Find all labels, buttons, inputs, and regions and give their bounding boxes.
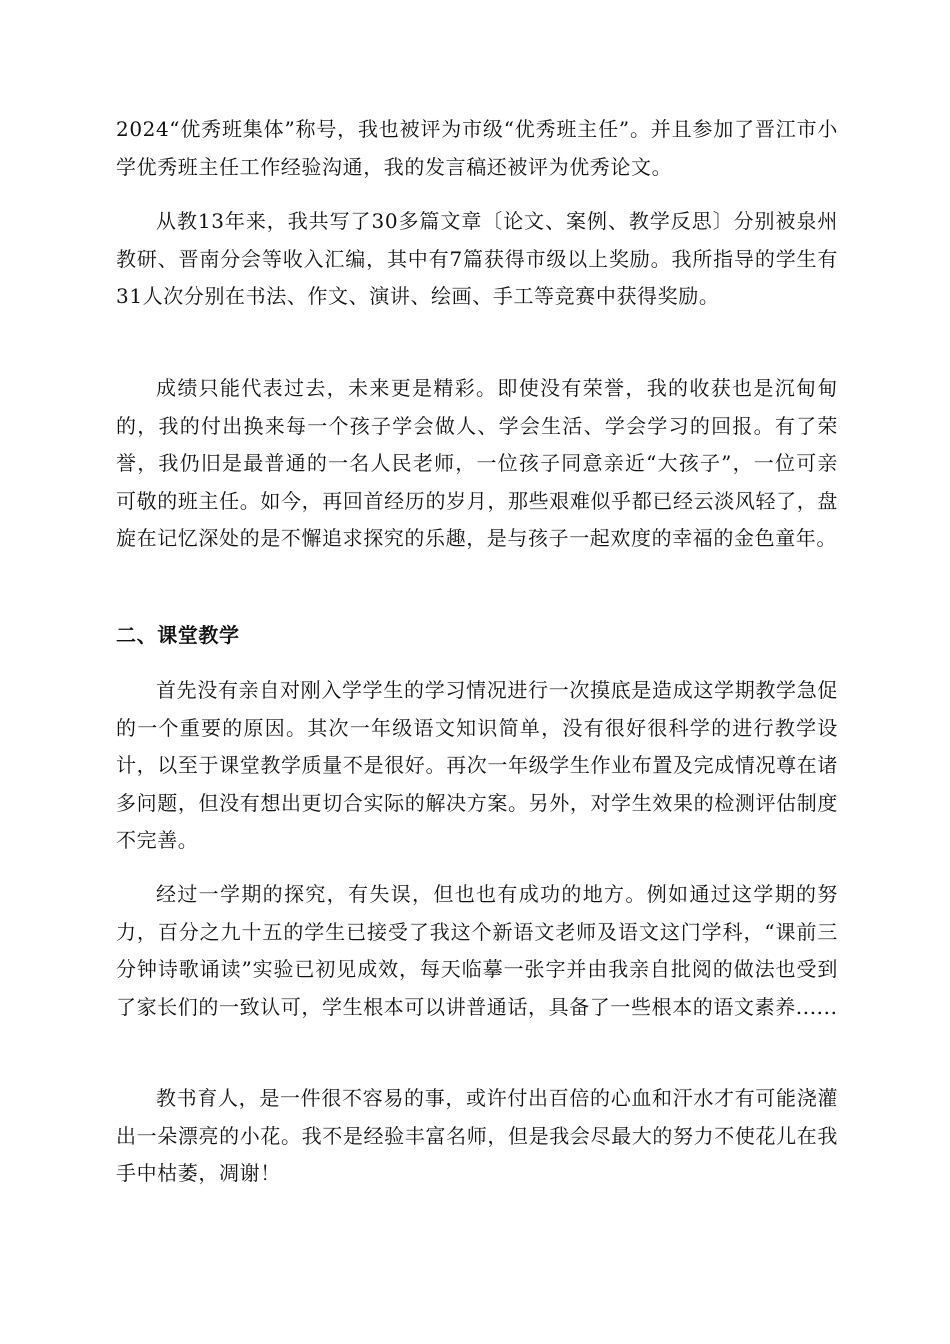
paragraph-closing: 教书育人，是一件很不容易的事，或许付出百倍的心血和汗水才有可能浇灌出一朵漂亮的小花。我不是经验丰富名师，但是我会尽最大的努力不使花儿在我手中枯萎，凋谢！ bbox=[116, 1086, 838, 1185]
paragraph-publications: 从教13年来，我共写了30多篇文章〔论文、案例、教学反思〕分别被泉州教研、晋南分会等收入汇编，其中有7篇获得市级以上奖励。我所指导的学生有31人次分别在书法、作文、演讲、绘画、手工等竞赛中获得奖励。 bbox=[116, 209, 838, 308]
paragraph-honors-continued: 2024“优秀班集体”称号，我也被评为市级“优秀班主任”。并且参加了晋江市小学优秀班主任工作经验沟通，我的发言稿还被评为优秀论文。 bbox=[116, 117, 838, 179]
paragraph-shortcomings: 首先没有亲自对刚入学学生的学习情况进行一次摸底是造成这学期教学急促的一个重要的原因。其次一年级语文知识简单，没有很好很科学的进行教学设计，以至于课堂教学质量不是很好。再次一年级学生作业布置及完成情况尊在诸多问题，但没有想出更切合实际的解决方案。另外，对学生效果的检测评估制度不完善。 bbox=[116, 678, 838, 852]
paragraph-achievements: 经过一学期的探究，有失误，但也也有成功的地方。例如通过这学期的努力，百分之九十五的学生已接受了我这个新语文老师及语文这门学科，“课前三分钟诗歌诵读”实验已初见成效，每天临摹一张字并由我亲自批阅的做法也受到了家长们的一致认可，学生根本可以讲普通话，具备了一些根本的语文素养...... bbox=[116, 882, 838, 1019]
section-heading-classroom-teaching: 二、课堂教学 bbox=[116, 623, 240, 647]
paragraph-reflection: 成绩只能代表过去，未来更是精彩。即使没有荣誉，我的收获也是沉甸甸的，我的付出换来每一个孩子学会做人、学会生活、学会学习的回报。有了荣誉，我仍旧是最普通的一名人民老师，一位孩子同意亲近“大孩子”，一位可亲可敬的班主任。如今，再回首经历的岁月，那些艰难似乎都已经云淡风轻了，盘旋在记忆深处的是不懈追求探究的乐趣，是与孩子一起欢度的幸福的金色童年。 bbox=[116, 376, 838, 550]
